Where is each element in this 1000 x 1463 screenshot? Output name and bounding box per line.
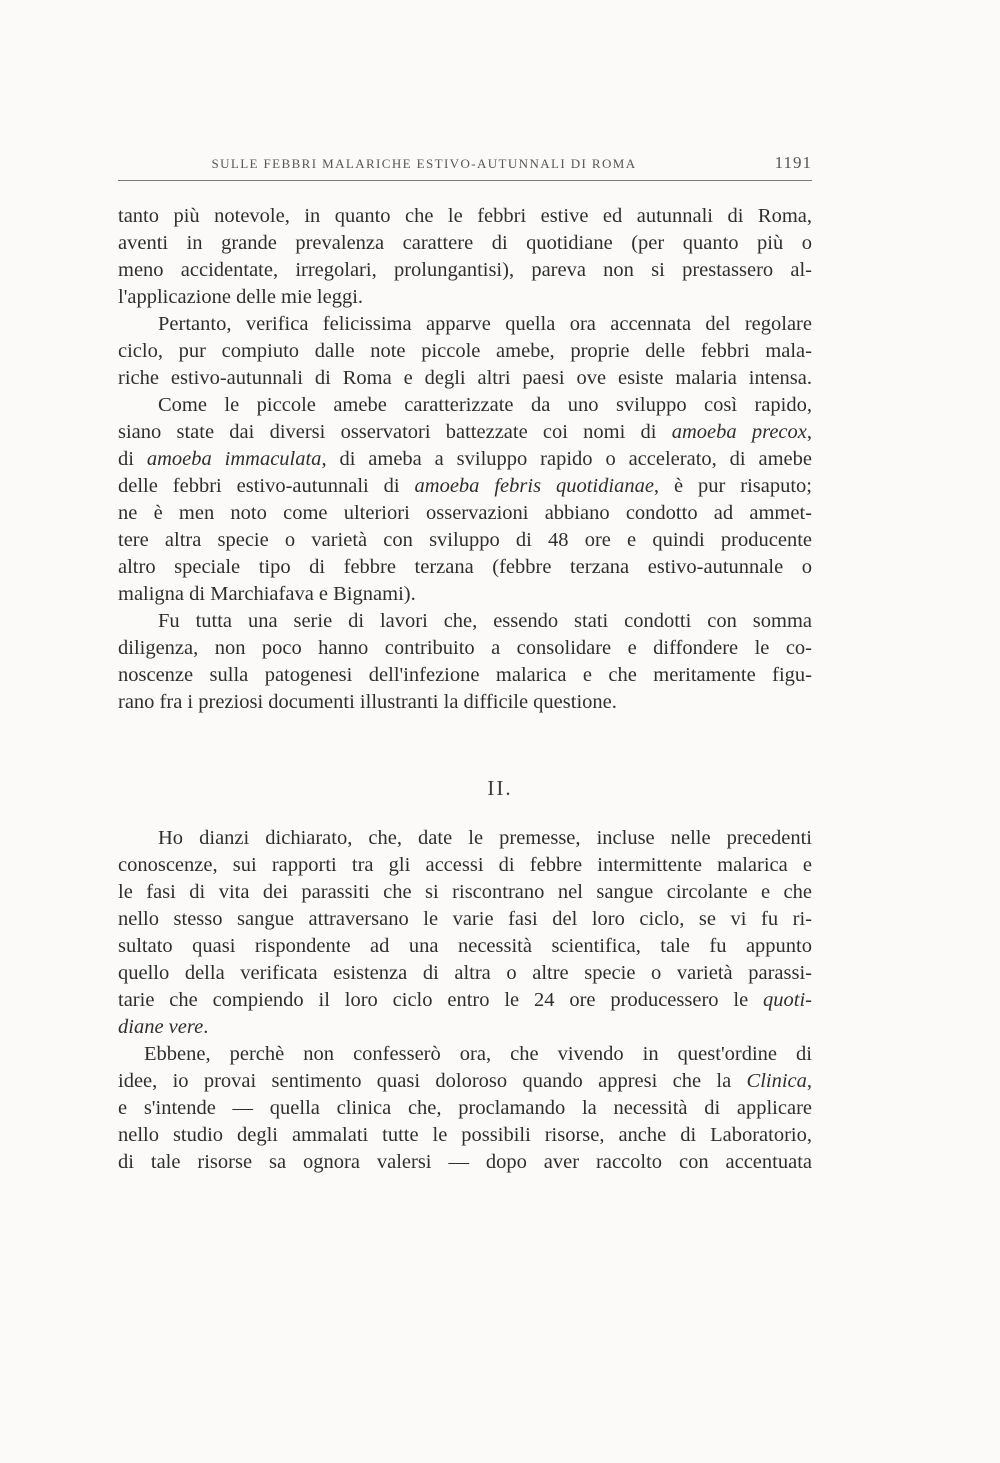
text-line: riche estivo-autunnali di Roma e degli altri paesi ove esiste malaria intensa. <box>118 367 812 389</box>
text-line: delle febbri estivo-autunnali di amoeba febris quotidianae, è pur risaputo; <box>118 475 812 497</box>
text-line: siano state dai diversi osservatori battezzate coi nomi di amoeba precox, <box>118 421 812 443</box>
text-line: Pertanto, verifica felicissima apparve quella ora accennata del regolare <box>158 313 812 335</box>
text-line: Ho dianzi dichiarato, che, date le premesse, incluse nelle precedenti <box>158 827 812 849</box>
running-title: SULLE FEBBRI MALARICHE ESTIVO-AUTUNNALI DI ROMA <box>211 156 637 171</box>
text-line: altro speciale tipo di febbre terzana (febbre terzana estivo-autunnale o <box>118 556 812 578</box>
text-line: nello stesso sangue attraversano le varie fasi del loro ciclo, se vi fu ri- <box>118 908 812 930</box>
text-line: rano fra i preziosi documenti illustranti la difficile questione. <box>118 691 617 713</box>
text-line: di tale risorse sa ognora valersi — dopo aver raccolto con accentuata <box>118 1151 812 1173</box>
text-line: quello della verificata esistenza di altra o altre specie o varietà parassi- <box>118 962 812 984</box>
text-line: ciclo, pur compiuto dalle note piccole amebe, proprie delle febbri mala- <box>118 340 812 362</box>
text-line: conoscenze, sui rapporti tra gli accessi di febbre intermittente malarica e <box>118 854 812 876</box>
text-line: ne è men noto come ulteriori osservazioni abbiano condotto ad ammet- <box>118 502 812 524</box>
text-line: aventi in grande prevalenza carattere di quotidiane (per quanto più o <box>118 232 812 254</box>
text-line: Ebbene, perchè non confesserò ora, che vivendo in quest'ordine di <box>144 1043 812 1065</box>
text-line: nello studio degli ammalati tutte le possibili risorse, anche di Laboratorio, <box>118 1124 812 1146</box>
text-line: di amoeba immaculata, di ameba a sviluppo rapido o accelerato, di amebe <box>118 448 812 470</box>
page-number: 1191 <box>774 153 812 172</box>
text-line: e s'intende — quella clinica che, proclamando la necessità di applicare <box>118 1097 812 1119</box>
text-line: l'applicazione delle mie leggi. <box>118 286 364 308</box>
text-line: tere altra specie o varietà con sviluppo di 48 ore e quindi producente <box>118 529 812 551</box>
text-line: meno accidentate, irregolari, prolungantisi), pareva non si prestassero al- <box>118 259 812 281</box>
text-line: sultato quasi rispondente ad una necessità scientifica, tale fu appunto <box>118 935 812 957</box>
text-block-1 <box>118 203 812 716</box>
text-block-2 <box>118 825 812 1176</box>
text-line: Come le piccole amebe caratterizzate da uno sviluppo così rapido, <box>158 394 812 416</box>
text-line: maligna di Marchiafava e Bignami). <box>118 583 416 605</box>
text-line: tanto più notevole, in quanto che le febbri estive ed autunnali di Roma, <box>118 205 812 227</box>
text-line: diane vere. <box>118 1016 209 1038</box>
page-header <box>118 150 812 181</box>
text-line: diligenza, non poco hanno contribuito a consolidare e diffondere le co- <box>118 637 812 659</box>
text-line: noscenze sulla patogenesi dell'infezione malarica e che meritamente figu- <box>118 664 812 686</box>
text-line: le fasi di vita dei parassiti che si riscontrano nel sangue circolante e che <box>118 881 812 903</box>
text-line: idee, io provai sentimento quasi doloroso quando appresi che la Clinica, <box>118 1070 812 1092</box>
text-line: Fu tutta una serie di lavori che, essendo stati condotti con somma <box>158 610 812 632</box>
text-line: tarie che compiendo il loro ciclo entro le 24 ore producessero le quoti- <box>118 989 812 1011</box>
section-numeral: II. <box>487 776 513 800</box>
